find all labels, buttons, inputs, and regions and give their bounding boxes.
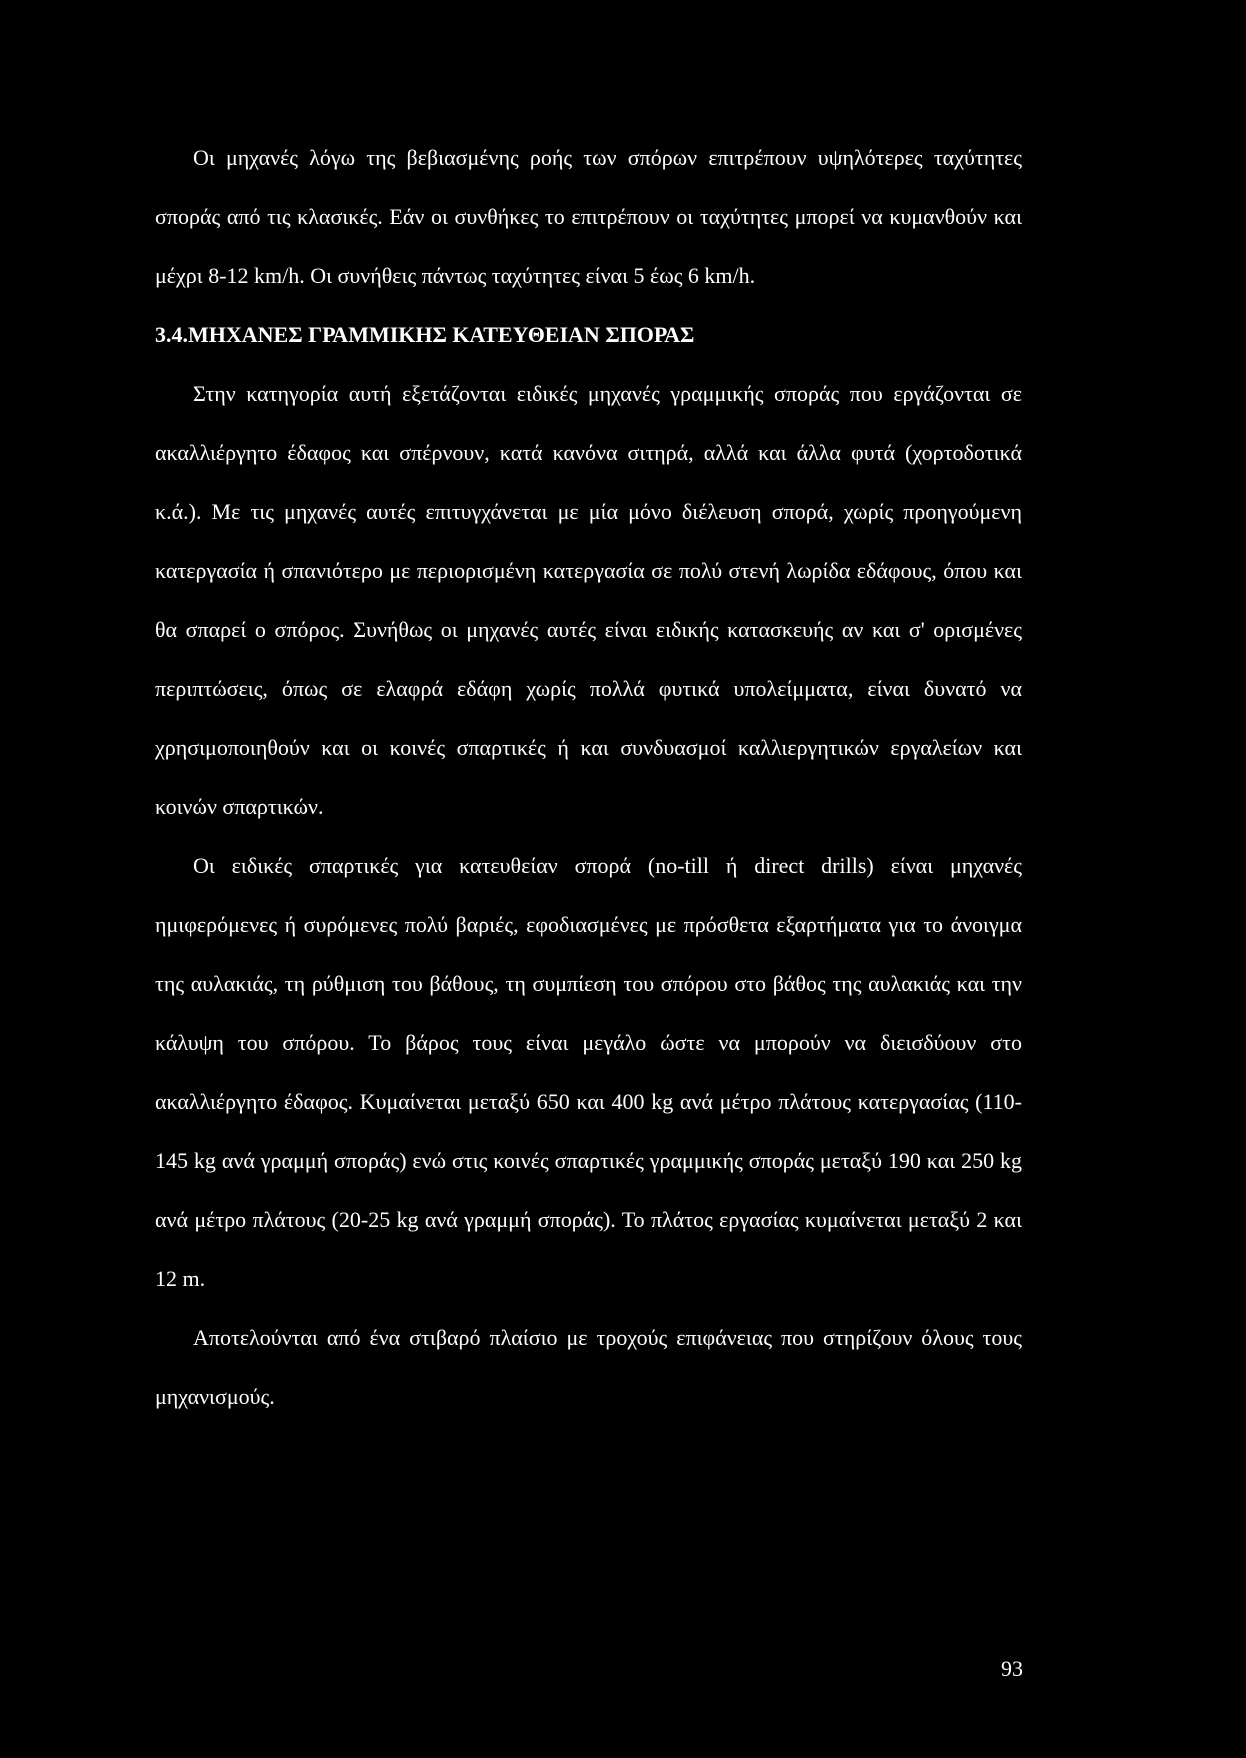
paragraph-no-till-drills: Οι ειδικές σπαρτικές για κατευθείαν σπορά (no-till ή direct drills) είναι μηχανές ημιφερόμενες ή συρόμενες πολύ βαριές, εφοδιασμένες με πρόσθετα εξαρτήματα για το άνοιγμα της αυλακιάς, τη ρύθμιση του βάθους, τη συμπίεση του σπόρου στο βάθος της αυλακιάς και την κάλυψη του σπόρου. Το βάρος τους είναι μεγάλο ώστε να μπορούν να διεισδύουν στο ακαλλιέργητο έδαφος. Κυμαίνεται μεταξύ 650 και 400 kg ανά μέτρο πλάτους κατεργασίας (110-145 kg ανά γραμμή σποράς) ενώ στις κοινές σπαρτικές γραμμικής σποράς μεταξύ 190 και 250 kg ανά μέτρο πλάτους (20-25 kg ανά γραμμή σποράς). Το πλάτος εργασίας κυμαίνεται μεταξύ 2 και 12 m.	[155, 853, 1022, 1291]
document-page	[155, 128, 1022, 1426]
paragraph-frame: Αποτελούνται από ένα στιβαρό πλαίσιο με τροχούς επιφάνειας που στηρίζουν όλους τους μηχανισμούς.	[155, 1325, 1022, 1409]
page-number: 93	[1001, 1656, 1023, 1681]
paragraph-no-till-intro: Στην κατηγορία αυτή εξετάζονται ειδικές μηχανές γραμμικής σποράς που εργάζονται σε ακαλλιέργητο έδαφος και σπέρνουν, κατά κανόνα σιτηρά, αλλά και άλλα φυτά (χορτοδοτικά κ.ά.). Με τις μηχανές αυτές επιτυγχάνεται με μία μόνο διέλευση σπορά, χωρίς προηγούμενη κατεργασία ή σπανιότερο με περιορισμένη κατεργασία σε πολύ στενή λωρίδα εδάφους, όπου και θα σπαρεί ο σπόρος. Συνήθως οι μηχανές αυτές είναι ειδικής κατασκευής αν και σ' ορισμένες περιπτώσεις, όπως σε ελαφρά εδάφη χωρίς πολλά φυτικά υπολείμματα, είναι δυνατό να χρησιμοποιηθούν και οι κοινές σπαρτικές ή και συνδυασμοί καλλιεργητικών εργαλείων και κοινών σπαρτικών.	[155, 381, 1022, 819]
paragraph-sowing-speeds: Οι μηχανές λόγω της βεβιασμένης ροής των σπόρων επιτρέπουν υψηλότερες ταχύτητες σποράς από τις κλασικές. Εάν οι συνθήκες το επιτρέπουν οι ταχύτητες μπορεί να κυμανθούν και μέχρι 8-12 km/h. Οι συνήθεις πάντως ταχύτητες είναι 5 έως 6 km/h.	[155, 145, 1022, 288]
section-heading: 3.4.ΜΗΧΑΝΕΣ ΓΡΑΜΜΙΚΗΣ ΚΑΤΕΥΘΕΙΑΝ ΣΠΟΡΑΣ	[155, 322, 695, 347]
